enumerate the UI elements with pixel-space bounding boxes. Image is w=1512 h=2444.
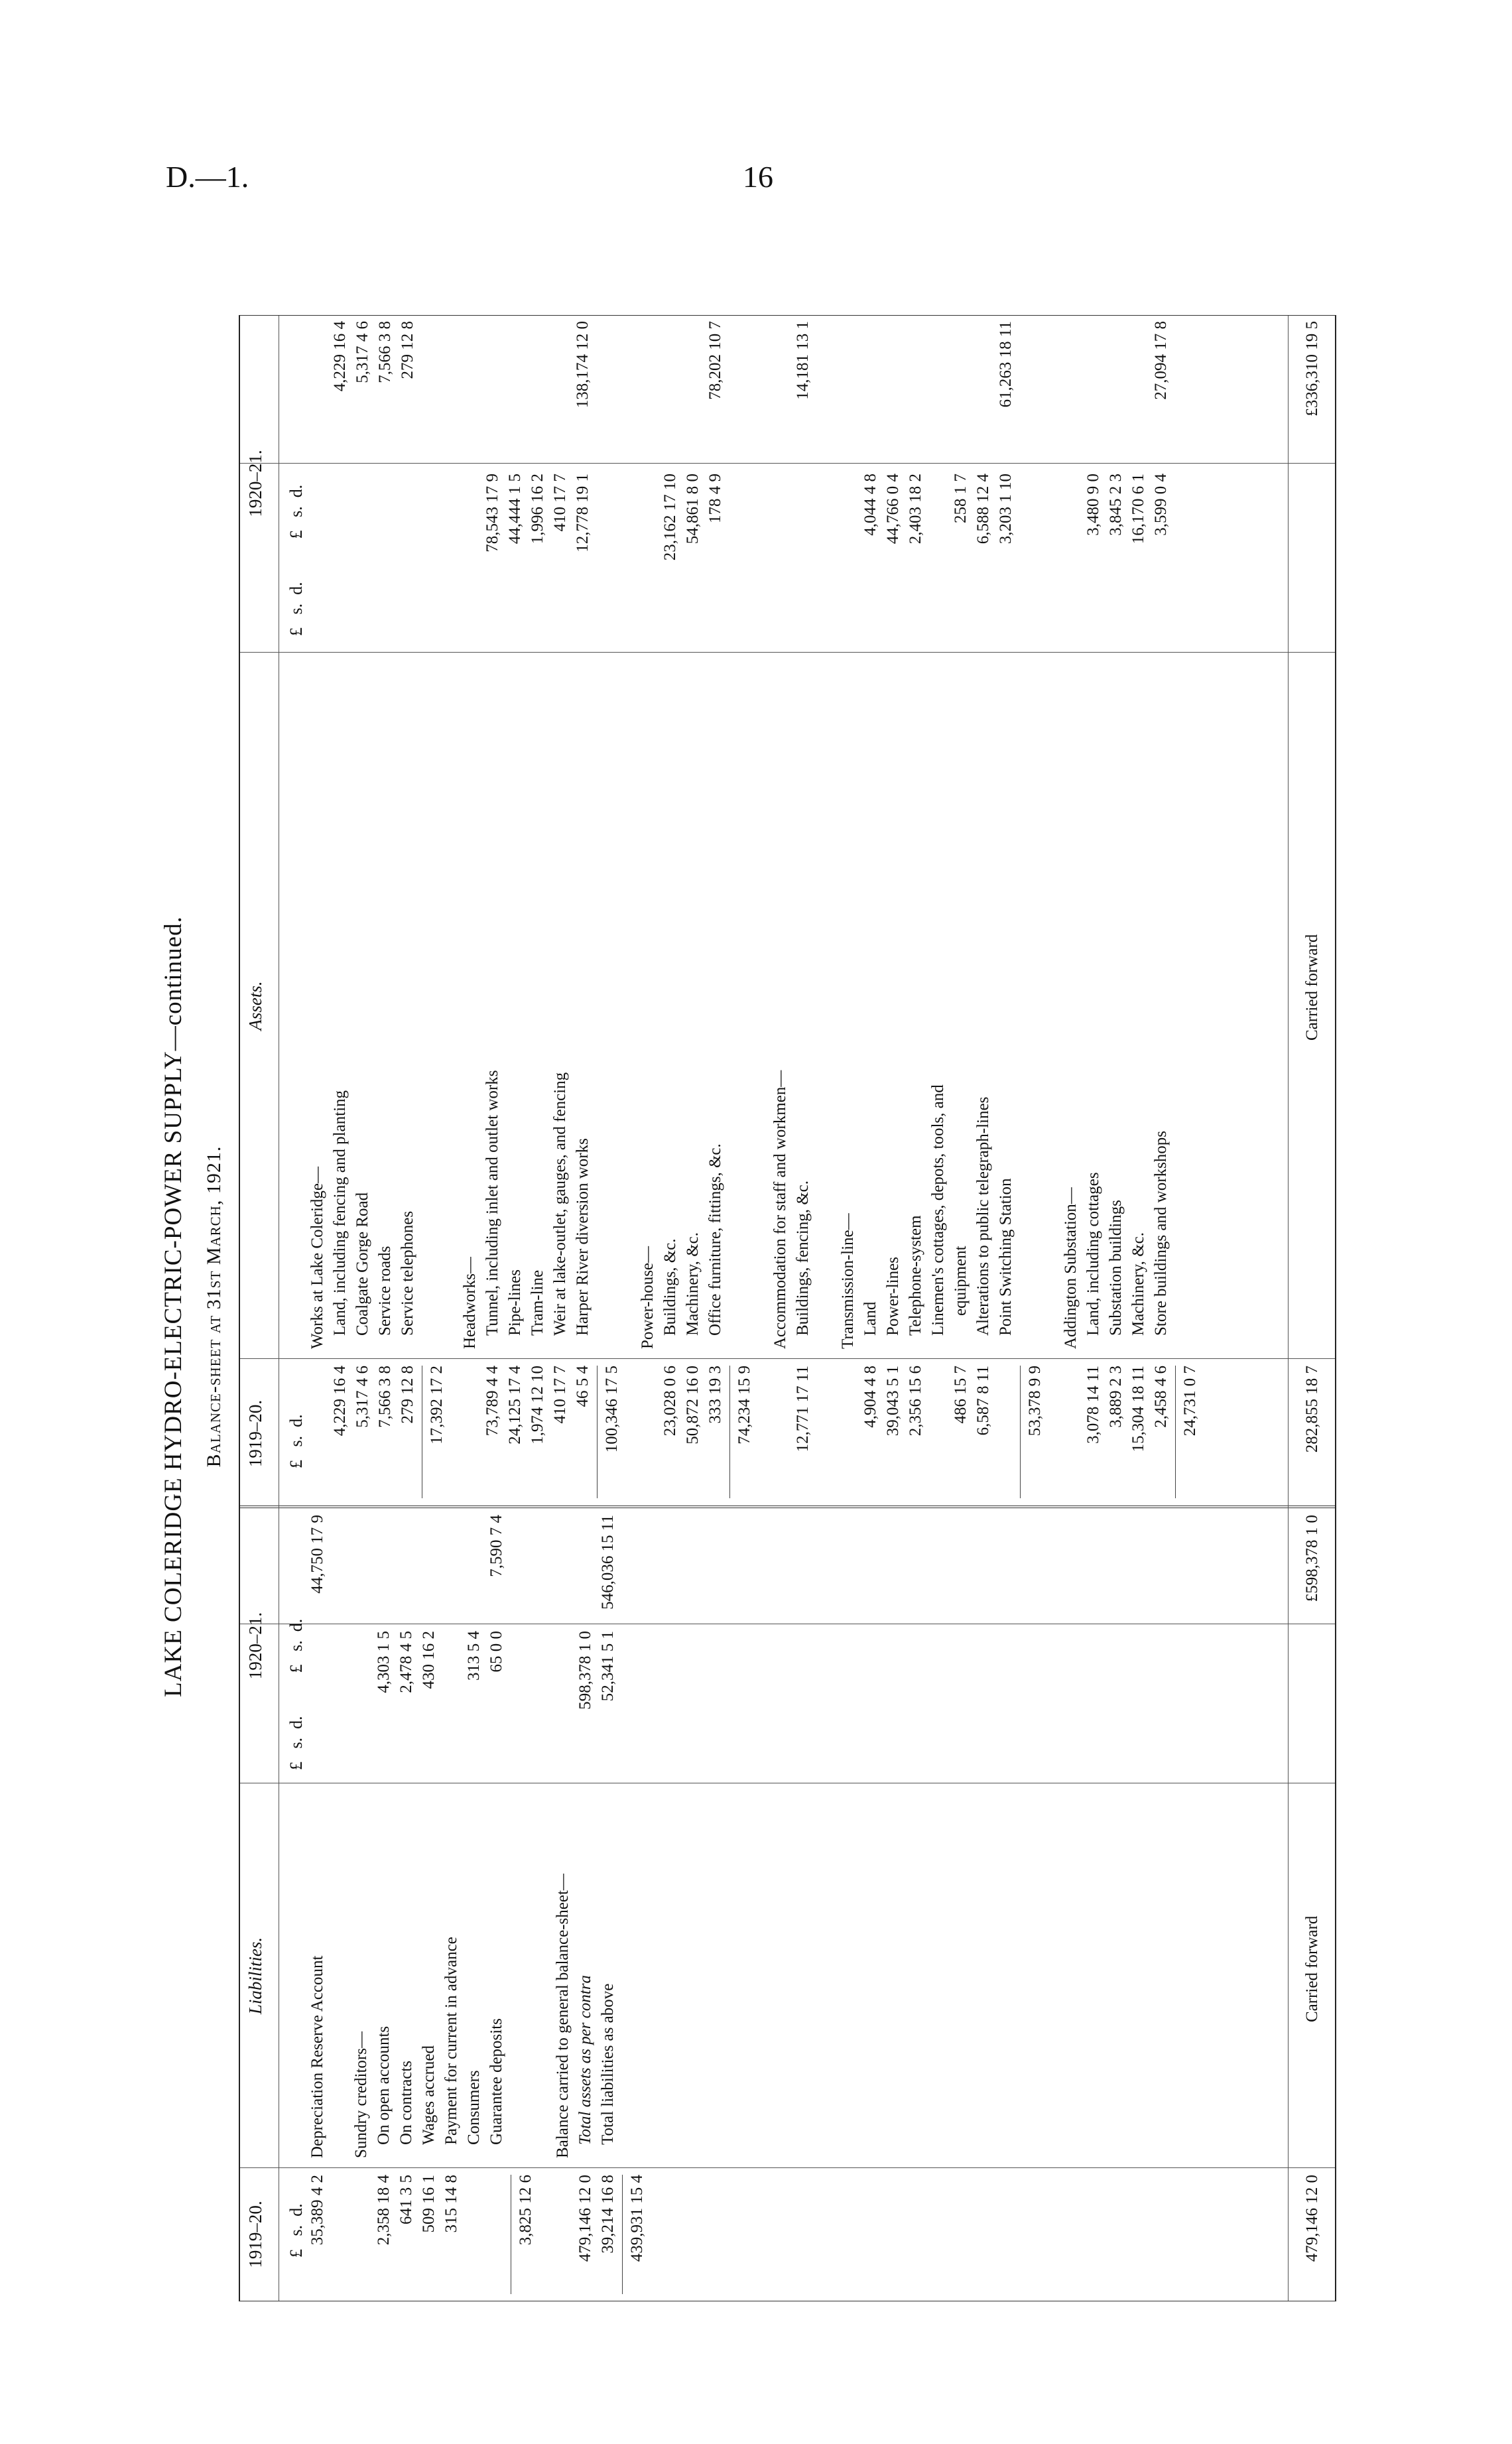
asset-transmission-detail: 3,203 1 10 <box>997 474 1015 545</box>
units-asset-1919: £ s. d. <box>286 1414 306 1468</box>
asset-headworks-label: Harper River diversion works <box>574 1138 592 1336</box>
asset-transmission-prev: 6,587 8 11 <box>974 1366 992 1436</box>
asset-powerhouse-label: Office furniture, fittings, &c. <box>706 1143 724 1336</box>
liab-sundry-label: On contracts <box>397 2060 415 2145</box>
units-liab-1920: £ s. d. £ s. d. <box>286 1618 306 1770</box>
asset-addington-detail: 3,845 2 3 <box>1107 474 1125 536</box>
report-code: D.—1. <box>166 160 249 194</box>
liab-balance-detail: 52,341 5 1 <box>599 1631 617 1702</box>
asset-works-label: Service roads <box>376 1246 394 1336</box>
asset-transmission-label: Power-lines <box>884 1257 902 1336</box>
asset-transmission-label: Land <box>861 1301 879 1336</box>
asset-transmission-detail: 4,044 4 8 <box>861 474 879 536</box>
asset-transmission-prev: 486 15 7 <box>952 1366 970 1424</box>
page-number: 16 <box>743 160 773 194</box>
liab-sundry-detail: 430 16 2 <box>420 1631 438 1689</box>
asset-powerhouse-detail: 54,861 8 0 <box>684 474 702 545</box>
asset-addington-label: Machinery, &c. <box>1129 1232 1147 1336</box>
asset-carried-forward-amount: £336,310 19 5 <box>1303 321 1321 417</box>
asset-powerhouse-prev: 50,872 16 0 <box>684 1366 702 1445</box>
asset-carried-forward-label: Carried forward <box>1303 934 1321 1041</box>
asset-transmission-label: equipment <box>952 1246 970 1316</box>
asset-headworks-prev: 24,125 17 4 <box>506 1366 524 1445</box>
liab-sundry-total: 7,590 7 4 <box>487 1515 505 1577</box>
asset-transmission-heading: Transmission-line— <box>839 1213 857 1349</box>
asset-transmission-label: Alterations to public telegraph-lines <box>974 1096 992 1336</box>
liab-sundry-label: Guarantee deposits <box>487 2018 505 2145</box>
liab-sundry-label: Wages accrued <box>420 2045 438 2145</box>
asset-addington-prev: 2,458 4 6 <box>1152 1366 1170 1428</box>
asset-works-label: Coalgate Gorge Road <box>353 1192 371 1336</box>
liab-sundry-detail: 4,303 1 5 <box>375 1631 393 1693</box>
asset-works-prev: 279 12 8 <box>399 1366 416 1424</box>
asset-powerhouse-prev: 333 19 3 <box>706 1366 724 1424</box>
asset-works-label: Service telephones <box>399 1210 416 1336</box>
asset-transmission-label: Point Switching Station <box>997 1178 1015 1336</box>
liab-sundry-label: Payment for current in advance <box>442 1937 460 2145</box>
asset-addington-heading: Addington Substation— <box>1062 1187 1080 1349</box>
asset-addington-total: 27,094 17 8 <box>1152 321 1170 400</box>
asset-works-prev: 5,317 4 6 <box>353 1366 371 1428</box>
liab-carried-forward-amount: £598,378 1 0 <box>1303 1515 1321 1602</box>
liab-balance-label: Total liabilities as above <box>599 1983 617 2145</box>
asset-works-heading: Works at Lake Coleridge— <box>308 1167 326 1349</box>
liab-depreciation-amount: 44,750 17 9 <box>308 1515 326 1594</box>
asset-addington-prev: 3,078 14 11 <box>1084 1366 1102 1444</box>
asset-transmission-prev: 2,356 15 6 <box>907 1366 924 1437</box>
liab-balance-heading: Balance carried to general balance-sheet— <box>554 1874 572 2158</box>
asset-headworks-prev: 73,789 4 4 <box>483 1366 501 1437</box>
liab-sundry-detail: 2,478 4 5 <box>397 1631 415 1693</box>
asset-headworks-detail: 12,778 19 1 <box>574 474 592 552</box>
asset-headworks-prev: 1,974 12 10 <box>529 1366 546 1445</box>
liab-sundry-prev: 315 14 8 <box>442 2175 460 2233</box>
asset-powerhouse-label: Buildings, &c. <box>661 1238 679 1336</box>
asset-works-amount: 7,566 3 8 <box>376 321 394 383</box>
liab-sundry-detail: 313 5 4 <box>465 1631 483 1681</box>
asset-carried-forward-prev: 282,855 18 7 <box>1303 1366 1321 1453</box>
liab-balance-detail: 598,378 1 0 <box>576 1631 594 1710</box>
liab-sundry-prev: 509 16 1 <box>420 2175 438 2233</box>
asset-headworks-label: Tram-line <box>529 1269 546 1336</box>
liab-sundry-heading: Sundry creditors— <box>352 2031 370 2158</box>
page-title: LAKE COLERIDGE HYDRO-ELECTRIC-POWER SUPPLY—continued. <box>160 916 187 1697</box>
asset-headworks-detail: 78,543 17 9 <box>483 474 501 552</box>
asset-powerhouse-detail: 23,162 17 10 <box>661 474 679 561</box>
asset-accommodation-label: Buildings, fencing, &c. <box>794 1181 812 1336</box>
asset-transmission-label: Linemen's cottages, depots, tools, and <box>929 1084 947 1336</box>
liab-balance-total: 546,036 15 11 <box>599 1515 617 1610</box>
asset-addington-label: Store buildings and workshops <box>1152 1130 1170 1336</box>
col-asset-1919: 1919–20. <box>245 1399 265 1468</box>
col-liab-1919: 1919–20. <box>245 2201 265 2268</box>
rotated-balance-sheet <box>159 312 1321 2301</box>
asset-accommodation-prev: 12,771 17 11 <box>794 1366 812 1452</box>
asset-powerhouse-label: Machinery, &c. <box>684 1232 702 1336</box>
asset-works-prev: 7,566 3 8 <box>376 1366 394 1428</box>
asset-transmission-prev: 39,043 5 1 <box>884 1366 902 1437</box>
asset-addington-total-prev: 24,731 0 7 <box>1181 1366 1199 1437</box>
liab-sundry-label: Consumers <box>465 2070 483 2145</box>
asset-headworks-label: Pipe-lines <box>506 1269 524 1336</box>
asset-addington-detail: 3,480 9 0 <box>1084 474 1102 536</box>
asset-powerhouse-prev: 23,028 0 6 <box>661 1366 679 1437</box>
balance-sheet-table <box>239 315 1336 2301</box>
asset-works-amount: 4,229 16 4 <box>331 321 349 392</box>
liab-depreciation-prev: 35,389 4 2 <box>308 2175 326 2246</box>
liab-carried-forward-prev: 479,146 12 0 <box>1303 2175 1321 2262</box>
asset-headworks-label: Tunnel, including inlet and outlet works <box>483 1070 501 1336</box>
units-asset-1920: £ s. d. £ s. d. <box>286 484 306 636</box>
asset-headworks-detail: 44,444 1 5 <box>506 474 524 545</box>
asset-headworks-prev: 410 17 7 <box>551 1366 569 1424</box>
asset-headworks-prev: 46 5 4 <box>574 1366 592 1407</box>
asset-addington-prev: 3,889 2 3 <box>1107 1366 1125 1428</box>
asset-addington-detail: 16,170 6 1 <box>1129 474 1147 545</box>
asset-transmission-total: 61,263 18 11 <box>997 321 1015 408</box>
asset-addington-label: Land, including cottages <box>1084 1172 1102 1336</box>
asset-transmission-prev: 4,904 4 8 <box>861 1366 879 1428</box>
asset-addington-prev: 15,304 18 11 <box>1129 1366 1147 1452</box>
asset-powerhouse-detail: 178 4 9 <box>706 474 724 523</box>
asset-transmission-label: Telephone-system <box>907 1215 924 1336</box>
liab-carried-forward-label: Carried forward <box>1303 1915 1321 2022</box>
liab-balance-label: Total assets as per contra <box>576 1974 594 2145</box>
col-liab-1920: 1920–21. <box>245 1612 265 1680</box>
asset-accommodation-heading: Accommodation for staff and workmen— <box>771 1070 789 1349</box>
col-assets: Assets. <box>245 981 265 1031</box>
liab-sundry-prev: 2,358 18 4 <box>375 2175 393 2246</box>
asset-headworks-detail: 410 17 7 <box>551 474 569 532</box>
liab-depreciation-label: Depreciation Reserve Account <box>308 1955 326 2158</box>
asset-works-amount: 279 12 8 <box>399 321 416 379</box>
asset-works-label: Land, including fencing and planting <box>331 1090 349 1336</box>
liab-sundry-total-prev: 3,825 12 6 <box>517 2175 535 2246</box>
liab-sundry-detail: 65 0 0 <box>487 1631 505 1673</box>
asset-headworks-total: 138,174 12 0 <box>574 321 592 409</box>
col-asset-1920: 1920–21. <box>245 450 265 517</box>
asset-headworks-label: Weir at lake-outlet, gauges, and fencing <box>551 1072 569 1336</box>
asset-powerhouse-total-prev: 74,234 15 9 <box>735 1366 753 1445</box>
asset-powerhouse-heading: Power-house— <box>639 1246 657 1349</box>
col-liabilities: Liabilities. <box>245 1937 265 2015</box>
asset-transmission-total-prev: 53,378 9 9 <box>1026 1366 1044 1437</box>
units-liab-1919: £ s. d. <box>286 2203 306 2258</box>
asset-addington-detail: 3,599 0 4 <box>1152 474 1170 536</box>
asset-headworks-detail: 1,996 16 2 <box>529 474 546 545</box>
asset-transmission-detail: 258 1 7 <box>952 474 970 523</box>
liab-balance-prev: 39,214 16 8 <box>599 2175 617 2254</box>
asset-transmission-detail: 44,766 0 4 <box>884 474 902 545</box>
asset-accommodation-amount: 14,181 13 1 <box>794 321 812 400</box>
asset-transmission-detail: 6,588 12 4 <box>974 474 992 545</box>
page-subtitle: Balance-sheet at 31st March, 1921. <box>203 1145 225 1468</box>
asset-works-prev: 4,229 16 4 <box>331 1366 349 1437</box>
asset-works-amount: 5,317 4 6 <box>353 321 371 383</box>
asset-headworks-heading: Headworks— <box>461 1257 479 1349</box>
liab-sundry-prev: 641 3 5 <box>397 2175 415 2224</box>
asset-headworks-total-prev: 100,346 17 5 <box>603 1366 621 1453</box>
asset-addington-label: Substation buildings <box>1107 1200 1125 1336</box>
asset-powerhouse-total: 78,202 10 7 <box>706 321 724 400</box>
liab-balance-prev: 479,146 12 0 <box>576 2175 594 2262</box>
asset-transmission-detail: 2,403 18 2 <box>907 474 924 545</box>
asset-works-total-prev: 17,392 17 2 <box>428 1366 446 1445</box>
liab-sundry-label: On open accounts <box>375 2026 393 2145</box>
liab-balance-total-prev: 439,931 15 4 <box>628 2175 646 2262</box>
